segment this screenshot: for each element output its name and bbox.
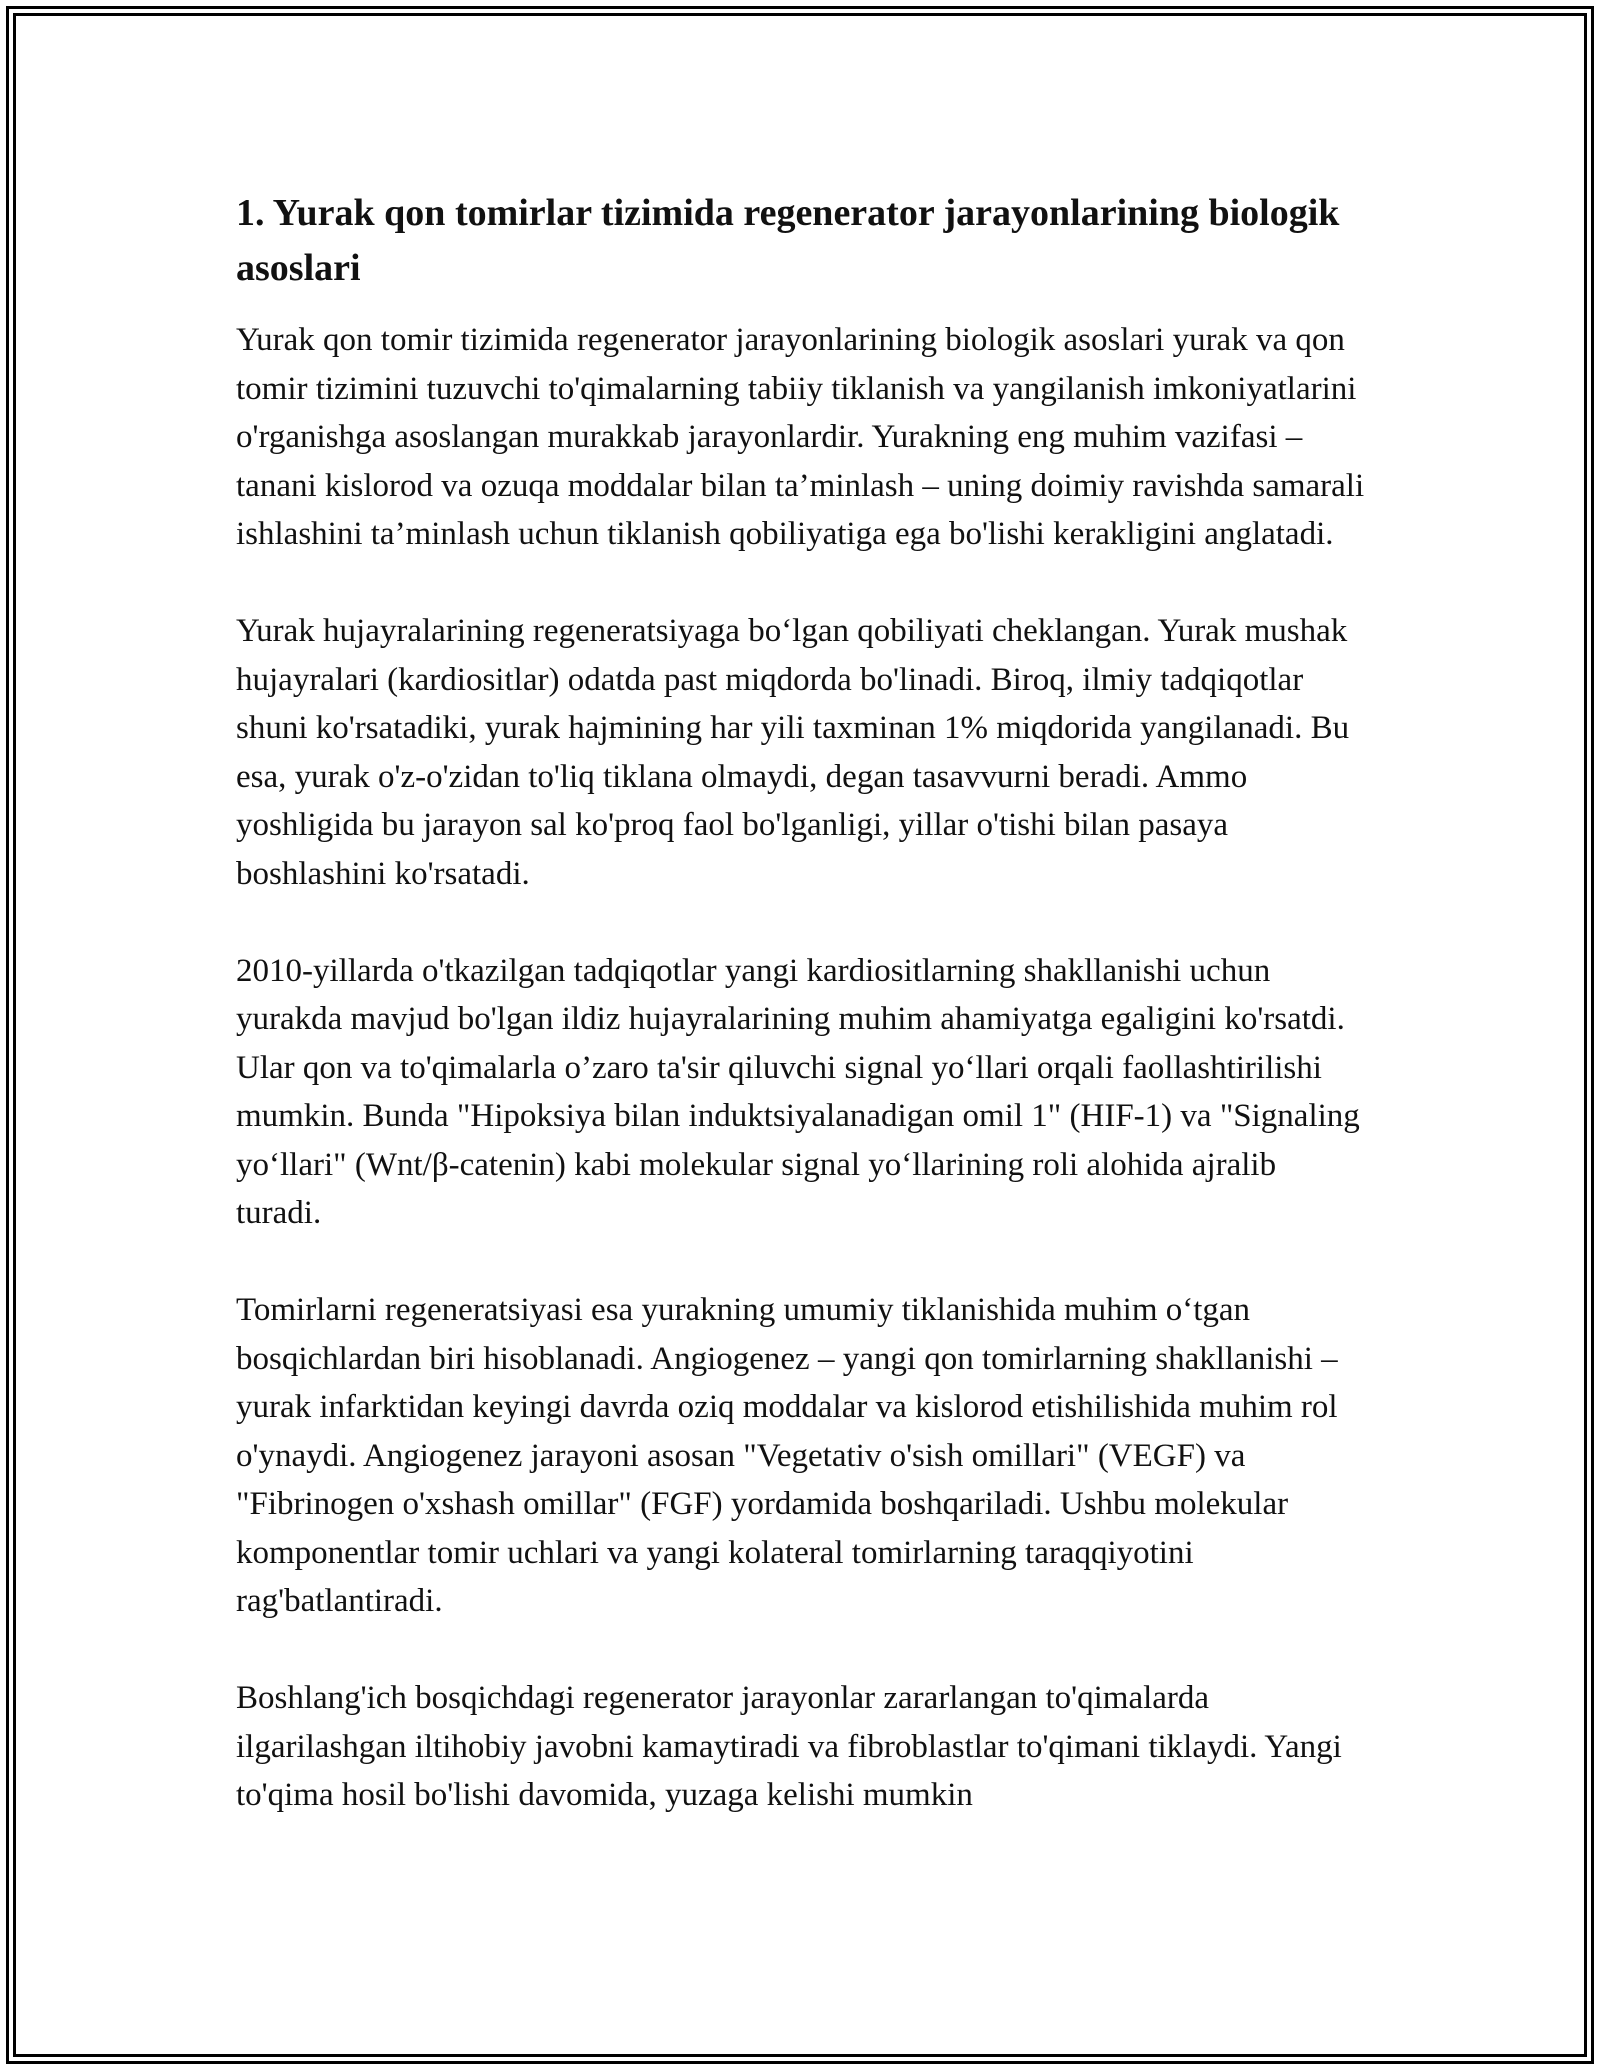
section-title: 1. Yurak qon tomirlar tizimida regenerator jarayonlarining biologik asoslari — [236, 192, 1340, 289]
paragraph-2: Yurak hujayralarining regeneratsiyaga bo‘lgan qobiliyati cheklangan. Yurak mushak hujayralari (kardiositlar) odatda past miqdorda bo'linadi. Biroq, ilmiy tadqiqotlar shuni ko'rsatadiki, yurak hajmining har yili taxminan 1% miqdorida yangilanadi. Bu esa, yurak o'z-o'zidan to'liq tiklana olmaydi, degan tasavvurni beradi. Ammo yoshligida bu jarayon sal ko'proq faol bo'lganligi, yillar o'tishi bilan pasaya boshlashini ko'rsatadi. — [236, 613, 1350, 892]
paragraph-3: 2010-yillarda o'tkazilgan tadqiqotlar yangi kardiositlarning shakllanishi uchun yurakda mavjud bo'lgan ildiz hujayralarining muhim ahamiyatga egaligini ko'rsatdi. Ular qon va to'qimalarla o’zaro ta'sir qiluvchi signal yo‘llari orqali faollashtirilishi mumkin. Bunda "Hipoksiya bilan induktsiyalanadigan omil 1" (HIF-1) va "Signaling yo‘llari" (Wnt/β-catenin) kabi molekular signal yo‘llarining roli alohida ajralib turadi. — [236, 952, 1360, 1231]
paragraph-5: Boshlang'ich bosqichdagi regenerator jarayonlar zararlangan to'qimalarda ilgarilashgan iltihobiy javobni kamaytiradi va fibroblastlar to'qimani tiklaydi. Yangi to'qima hosil bo'lishi davomida, yuzaga kelishi mumkin — [236, 1680, 1342, 1813]
document-body — [236, 186, 1366, 1868]
paragraph-4: Tomirlarni regeneratsiyasi esa yurakning umumiy tiklanishida muhim o‘tgan bosqichlardan biri hisoblanadi. Angiogenez – yangi qon tomirlarning shakllanishi – yurak infarktidan keyingi davrda oziq moddalar va kislorod etishilishida muhim rol o'ynaydi. Angiogenez jarayoni asosan "Vegetativ o'sish omillari" (VEGF) va "Fibrinogen o'xshash omillar" (FGF) yordamida boshqariladi. Ushbu molekular komponentlar tomir uchlari va yangi kolateral tomirlarning taraqqiyotini rag'batlantiradi. — [236, 1292, 1338, 1619]
paragraph-1: Yurak qon tomir tizimida regenerator jarayonlarining biologik asoslari yurak va qon tomir tizimini tuzuvchi to'qimalarning tabiiy tiklanish va yangilanish imkoniyatlarini o'rganishga asoslangan murakkab jarayonlardir. Yurakning eng muhim vazifasi – tanani kislorod va ozuqa moddalar bilan ta’minlash – uning doimiy ravishda samarali ishlashini ta’minlash uchun tiklanish qobiliyatiga ega bo'lishi kerakligini anglatadi. — [236, 322, 1365, 552]
